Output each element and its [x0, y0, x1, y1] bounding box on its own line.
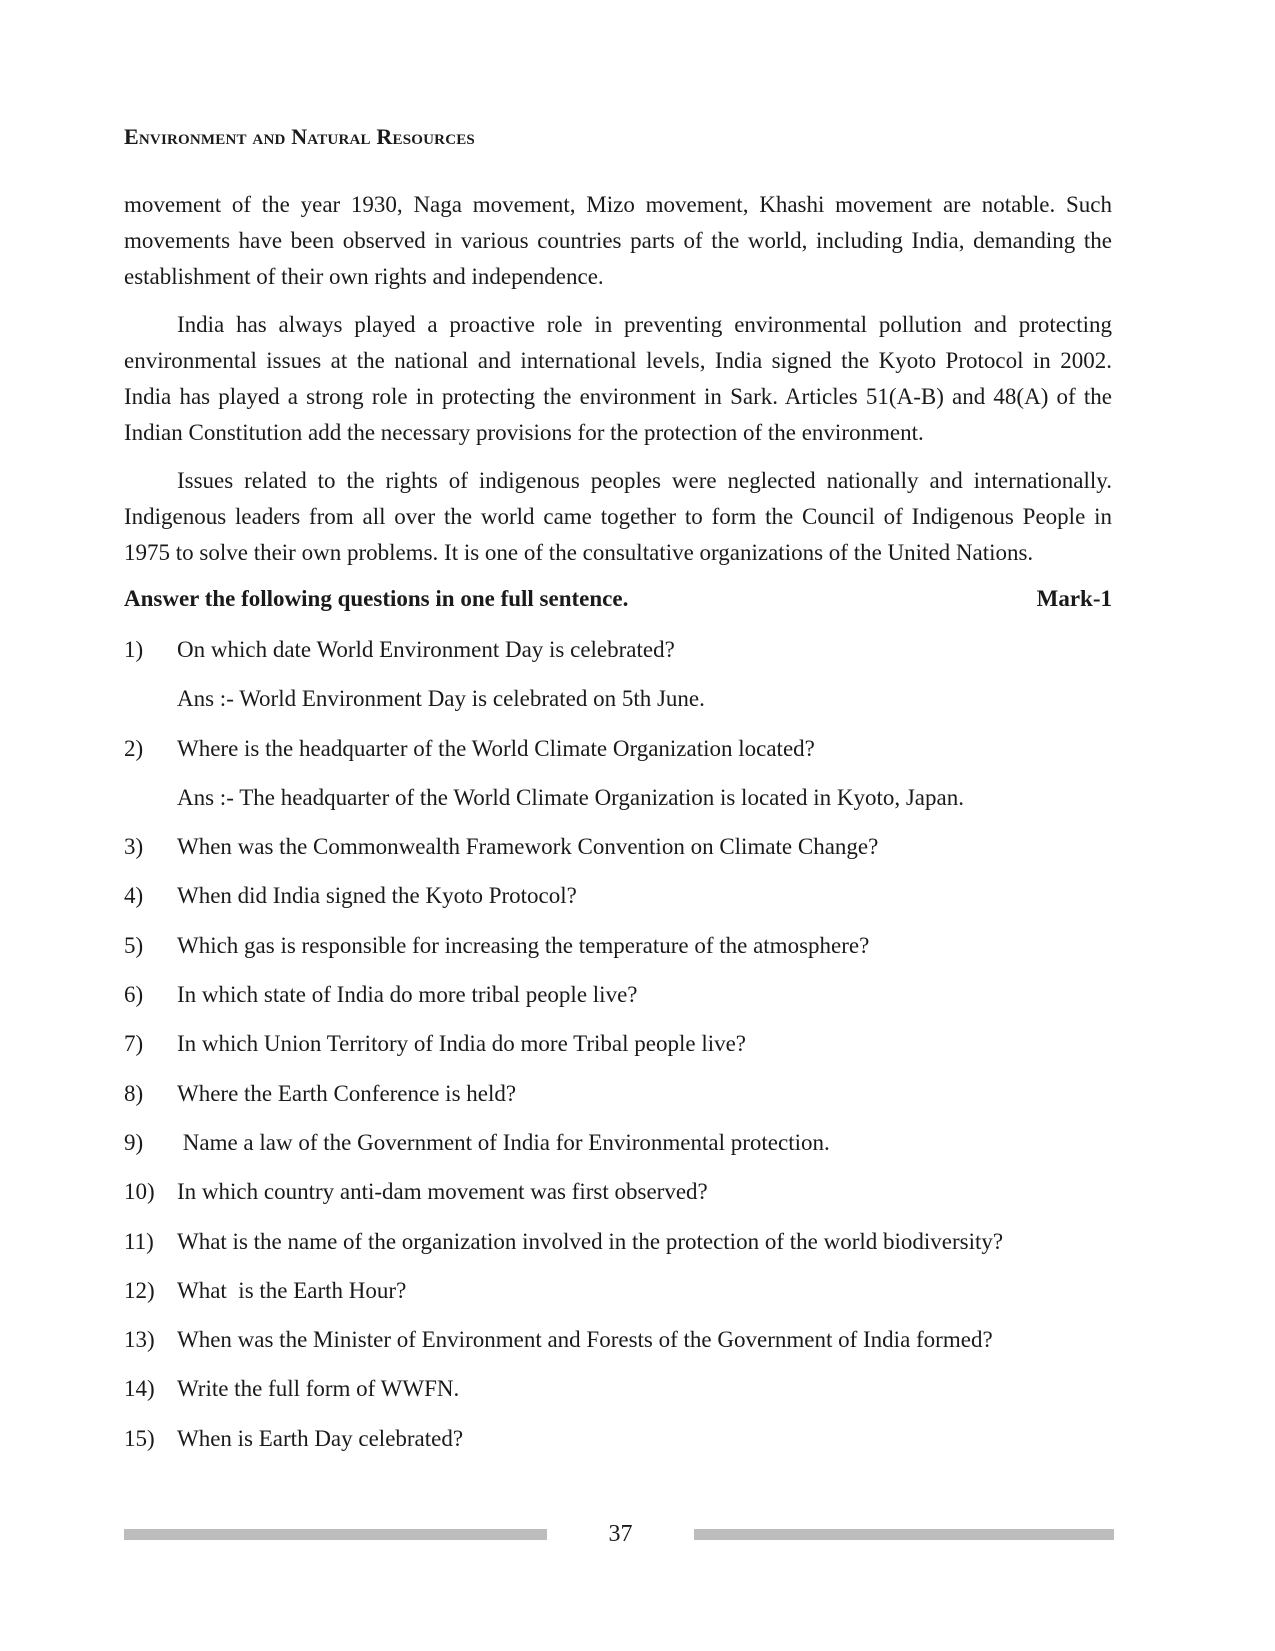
- question-item: [124, 1077, 1112, 1126]
- page-number: 37: [608, 1521, 633, 1547]
- question-item: [124, 978, 1112, 1027]
- question-text: On which date World Environment Day is celebrated?: [177, 637, 675, 662]
- question-text: When did India signed the Kyoto Protocol?: [177, 883, 577, 909]
- question-item: [124, 1225, 1112, 1274]
- question-item: [124, 1422, 1112, 1471]
- question-number: 15): [124, 1425, 155, 1451]
- question-item: [124, 732, 1112, 781]
- question-text: What is the Earth Hour?: [177, 1277, 407, 1303]
- question-text: Where is the headquarter of the World Climate Organization located?: [177, 735, 815, 761]
- answer-text: Ans :- World Environment Day is celebrated on 5th June.: [177, 686, 705, 712]
- answer-item: [124, 682, 1112, 731]
- question-text: When is Earth Day celebrated?: [177, 1425, 464, 1451]
- answer-item: [124, 781, 1112, 830]
- question-number: 1): [124, 637, 144, 662]
- page-footer: [124, 1514, 1114, 1554]
- question-number: 10): [124, 1179, 155, 1205]
- question-text: Where the Earth Conference is held?: [177, 1080, 517, 1106]
- footer-rule-right: [694, 1529, 1114, 1540]
- question-item: [124, 1274, 1112, 1323]
- question-number: 7): [124, 1031, 144, 1057]
- instruction-text: Answer the following questions in one full sentence.: [124, 586, 629, 611]
- question-number: 13): [124, 1327, 155, 1353]
- question-number: 11): [124, 1228, 154, 1254]
- question-number: 8): [124, 1080, 144, 1106]
- question-item: [124, 879, 1112, 928]
- paragraph-3: Issues related to the rights of indigenous peoples were neglected nationally and internationally. Indigenous leaders from all over the world came together to form the Council of Indigenous People in 1975 to solve their own problems. It is one of the consultative organizations of the United Nations.: [124, 468, 1112, 565]
- question-text: When was the Commonwealth Framework Convention on Climate Change?: [177, 834, 879, 860]
- question-text: When was the Minister of Environment and Forests of the Government of India formed?: [177, 1327, 993, 1353]
- running-header: Environment and Natural Resources: [124, 124, 475, 149]
- question-text: In which Union Territory of India do more Tribal people live?: [177, 1031, 747, 1057]
- answer-text: Ans :- The headquarter of the World Climate Organization is located in Kyoto, Japan.: [177, 784, 964, 810]
- question-number: 6): [124, 982, 144, 1008]
- footer-rule-left: [124, 1529, 547, 1540]
- question-list: [124, 633, 1112, 1471]
- question-item: [124, 633, 1112, 682]
- question-number: 4): [124, 883, 144, 909]
- question-item: [124, 929, 1112, 978]
- question-text: In which state of India do more tribal people live?: [177, 982, 638, 1008]
- paragraph-1: movement of the year 1930, Naga movement, Mizo movement, Khashi movement are notable. Such movements have been observed in various countries parts of the world, including India, demanding the establishment of their own rights and independence.: [124, 192, 1112, 289]
- question-text: What is the name of the organization involved in the protection of the world biodiversity?: [177, 1228, 1004, 1254]
- question-item: [124, 1175, 1112, 1224]
- question-text: Write the full form of WWFN.: [177, 1376, 460, 1402]
- question-number: 9): [124, 1129, 144, 1155]
- question-number: 2): [124, 735, 144, 761]
- question-item: [124, 830, 1112, 879]
- question-item: [124, 1027, 1112, 1076]
- question-number: 12): [124, 1277, 155, 1303]
- question-text: Which gas is responsible for increasing the temperature of the atmosphere?: [177, 932, 870, 958]
- question-item: [124, 1372, 1112, 1421]
- body-text: [124, 187, 1112, 583]
- marks-label: Mark-1: [1036, 586, 1112, 611]
- question-number: 5): [124, 932, 144, 958]
- question-item: [124, 1126, 1112, 1175]
- question-number: 3): [124, 834, 144, 860]
- question-number: 14): [124, 1376, 155, 1402]
- question-text: Name a law of the Government of India for Environmental protection.: [177, 1129, 830, 1155]
- question-section-heading: [124, 586, 1112, 612]
- paragraph-2: India has always played a proactive role in preventing environmental pollution and protecting environmental issues at the national and international levels, India signed the Kyoto Protocol in 2002. India has played a strong role in protecting the environment in Sark. Articles 51(A-B) and 48(A) of the Indian Constitution add the necessary provisions for the protection of the environment.: [124, 312, 1112, 445]
- question-item: [124, 1323, 1112, 1372]
- question-text: In which country anti-dam movement was first observed?: [177, 1179, 708, 1205]
